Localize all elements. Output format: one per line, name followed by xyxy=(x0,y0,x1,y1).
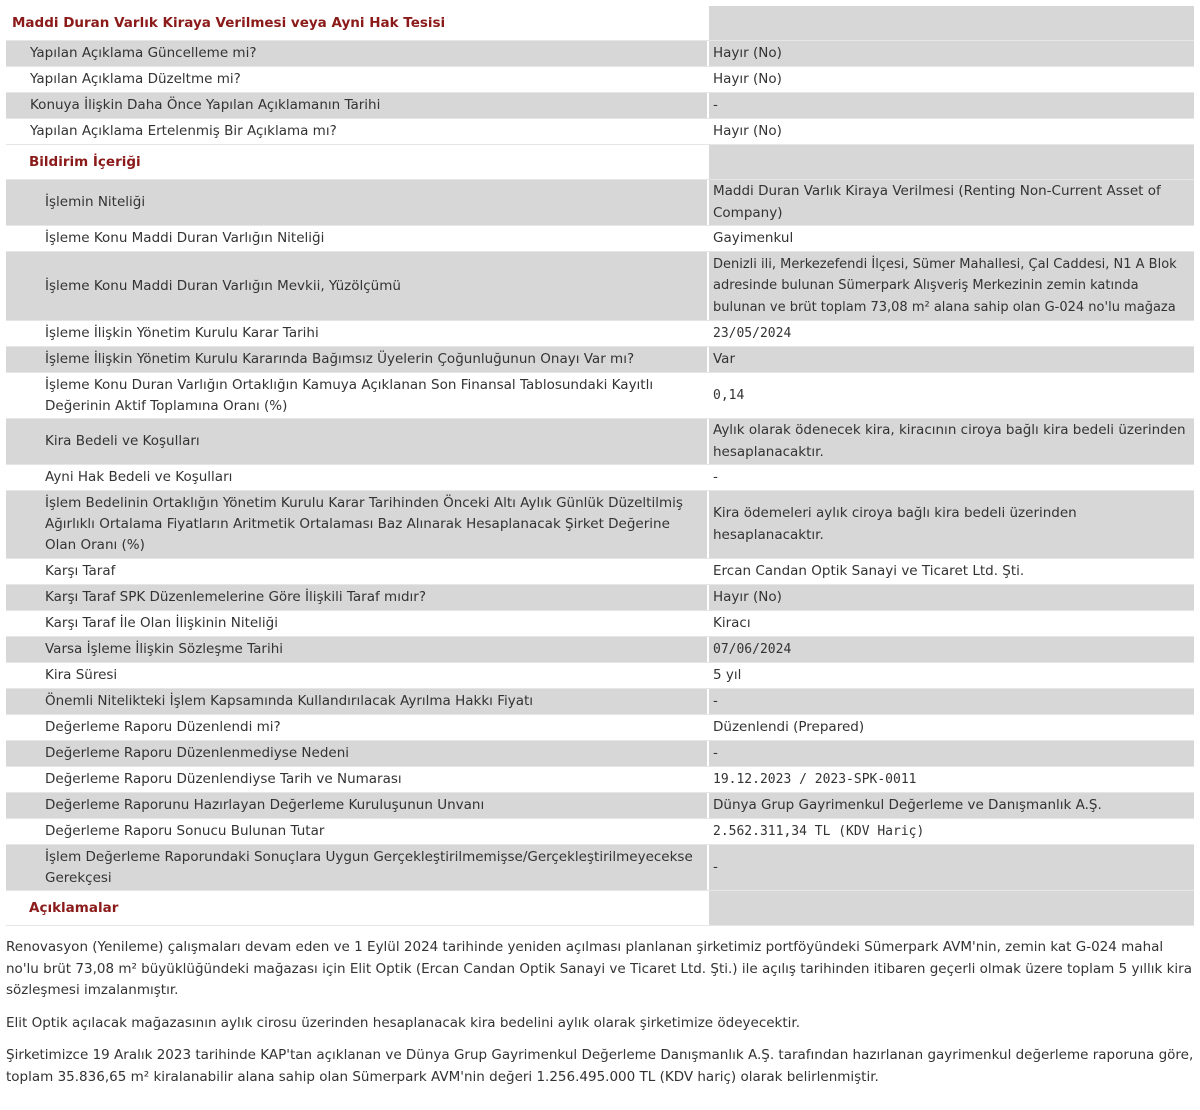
row-label: Ayni Hak Bedeli ve Koşulları xyxy=(6,465,707,490)
row-value: 07/06/2024 xyxy=(709,637,1194,662)
row-label: İşlemin Niteliği xyxy=(6,180,707,225)
row-value: - xyxy=(709,741,1194,766)
row-value: Kiracı xyxy=(709,611,1194,636)
row-value: Hayır (No) xyxy=(709,119,1194,144)
table-row xyxy=(6,845,1194,891)
row-value: Maddi Duran Varlık Kiraya Verilmesi (Renting Non-Current Asset of Company) xyxy=(709,180,1194,225)
row-value: Dünya Grup Gayrimenkul Değerleme ve Danışmanlık A.Ş. xyxy=(709,793,1194,818)
row-label: Değerleme Raporu Sonucu Bulunan Tutar xyxy=(6,819,707,844)
row-label: Karşı Taraf İle Olan İlişkinin Niteliği xyxy=(6,611,707,636)
row-label: Varsa İşleme İlişkin Sözleşme Tarihi xyxy=(6,637,707,662)
table-row xyxy=(6,180,1194,226)
row-label: Karşı Taraf SPK Düzenlemelerine Göre İlişkili Taraf mıdır? xyxy=(6,585,707,610)
row-value: - xyxy=(709,465,1194,490)
table-row xyxy=(6,741,1194,767)
notes-title: Açıklamalar xyxy=(6,891,707,925)
table-row xyxy=(6,373,1194,419)
notes-header-filler xyxy=(709,891,1194,925)
content-title: Bildirim İçeriği xyxy=(6,145,707,179)
row-label: Yapılan Açıklama Ertelenmiş Bir Açıklama mı? xyxy=(6,119,707,144)
row-value: - xyxy=(709,93,1194,118)
row-label: İşleme Konu Duran Varlığın Ortaklığın Kamuya Açıklanan Son Finansal Tablosundaki Kayıtlı Değerinin Aktif Toplamına Oranı (%) xyxy=(6,373,707,418)
table-row xyxy=(6,321,1194,347)
table-row xyxy=(6,689,1194,715)
row-label: Değerleme Raporu Düzenlendi mi? xyxy=(6,715,707,740)
row-value: Ercan Candan Optik Sanayi ve Ticaret Ltd. Şti. xyxy=(709,559,1194,584)
row-label: İşlem Değerleme Raporundaki Sonuçlara Uygun Gerçekleştirilmemişse/Gerçekleştirilmeyecekse Gerekçesi xyxy=(6,845,707,890)
note-paragraph: Şirketimizce 19 Aralık 2023 tarihinde KAP'tan açıklanan ve Dünya Grup Gayrimenkul Değerleme Danışmanlık A.Ş. tarafından hazırlanan gayrimenkul değerleme raporuna göre, toplam 35.836,65 m² kiralanabilir alana sahip olan Sümerpark AVM'nin değeri 1.256.495.000 TL (KDV hariç) olarak belirlenmiştir. xyxy=(6,1047,1194,1085)
notes-header xyxy=(6,891,1194,926)
table-row xyxy=(6,41,1194,67)
row-value: Var xyxy=(709,347,1194,372)
row-value: - xyxy=(709,689,1194,714)
row-label: İşleme Konu Maddi Duran Varlığın Mevkii, Yüzölçümü xyxy=(6,252,707,320)
row-value: Düzenlendi (Prepared) xyxy=(709,715,1194,740)
row-label: İşleme İlişkin Yönetim Kurulu Kararında Bağımsız Üyelerin Çoğunluğunun Onayı Var mı? xyxy=(6,347,707,372)
row-value: 2.562.311,34 TL (KDV Hariç) xyxy=(709,819,1194,844)
row-label: Yapılan Açıklama Güncelleme mi? xyxy=(6,41,707,66)
row-value: Kira ödemeleri aylık ciroya bağlı kira bedeli üzerinden hesaplanacaktır. xyxy=(709,491,1194,558)
row-value: Gayimenkul xyxy=(709,226,1194,251)
note-paragraph: Renovasyon (Yenileme) çalışmaları devam eden ve 1 Eylül 2024 tarihinde yeniden açılması planlanan şirketimiz portföyündeki Sümerpark AVM'nin, zemin kat G-024 mahal no'lu brüt 73,08 m² büyüklüğündeki mağazası için Elit Optik (Ercan Candan Optik Sanayi ve Ticaret Ltd. Şti.) ile açılış tarihinden itibaren geçerli olmak üzere toplam 5 yıllık kira sözleşmesi imzalanmıştır. xyxy=(6,939,1192,998)
table-row xyxy=(6,819,1194,845)
content-header xyxy=(6,145,1194,180)
content-header-filler xyxy=(709,145,1194,179)
row-label: Değerleme Raporu Düzenlendiyse Tarih ve Numarası xyxy=(6,767,707,792)
row-label: Değerleme Raporu Düzenlenmediyse Nedeni xyxy=(6,741,707,766)
table-row xyxy=(6,715,1194,741)
table-row xyxy=(6,663,1194,689)
row-label: Önemli Nitelikteki İşlem Kapsamında Kullandırılacak Ayrılma Hakkı Fiyatı xyxy=(6,689,707,714)
row-value: Hayır (No) xyxy=(709,41,1194,66)
row-label: Değerleme Raporunu Hazırlayan Değerleme Kuruluşunun Unvanı xyxy=(6,793,707,818)
row-value: 5 yıl xyxy=(709,663,1194,688)
row-label: Konuya İlişkin Daha Önce Yapılan Açıklamanın Tarihi xyxy=(6,93,707,118)
table-row xyxy=(6,491,1194,559)
table-row xyxy=(6,793,1194,819)
row-label: İşleme Konu Maddi Duran Varlığın Niteliği xyxy=(6,226,707,251)
row-value: Aylık olarak ödenecek kira, kiracının ciroya bağlı kira bedeli üzerinden hesaplanacaktır. xyxy=(709,419,1194,464)
section-header xyxy=(6,6,1194,41)
row-value: 23/05/2024 xyxy=(709,321,1194,346)
row-value: Hayır (No) xyxy=(709,67,1194,92)
table-row xyxy=(6,252,1194,321)
disclosure-table xyxy=(6,6,1194,926)
table-row xyxy=(6,93,1194,119)
row-label: Kira Süresi xyxy=(6,663,707,688)
table-row xyxy=(6,611,1194,637)
row-value: 19.12.2023 / 2023-SPK-0011 xyxy=(709,767,1194,792)
row-value: - xyxy=(709,845,1194,890)
table-row xyxy=(6,67,1194,93)
row-value: Hayır (No) xyxy=(709,585,1194,610)
section-title: Maddi Duran Varlık Kiraya Verilmesi veya Ayni Hak Tesisi xyxy=(6,6,707,40)
row-value: Denizli ili, Merkezefendi İlçesi, Sümer Mahallesi, Çal Caddesi, N1 A Blok adresinde bulunan Sümerpark Alışveriş Merkezinin zemin katında bulunan ve brüt toplam 73,08 m² alana sahip olan G-024 no'lu mağaza xyxy=(709,252,1194,320)
table-row xyxy=(6,767,1194,793)
table-row xyxy=(6,559,1194,585)
row-value: 0,14 xyxy=(709,373,1194,418)
table-row xyxy=(6,585,1194,611)
row-label: Yapılan Açıklama Düzeltme mi? xyxy=(6,67,707,92)
table-row xyxy=(6,347,1194,373)
table-row xyxy=(6,119,1194,145)
section-header-filler xyxy=(709,6,1194,40)
table-row xyxy=(6,226,1194,252)
row-label: İşleme İlişkin Yönetim Kurulu Karar Tarihi xyxy=(6,321,707,346)
note-paragraph: Elit Optik açılacak mağazasının aylık cirosu üzerinden hesaplanacak kira bedelini aylık olarak şirketimize ödeyecektir. xyxy=(6,1014,801,1031)
table-row xyxy=(6,637,1194,663)
row-label: Kira Bedeli ve Koşulları xyxy=(6,419,707,464)
row-label: İşlem Bedelinin Ortaklığın Yönetim Kurulu Karar Tarihinden Önceki Altı Aylık Günlük Düzeltilmiş Ağırlıklı Ortalama Fiyatların Aritmetik Ortalaması Baz Alınarak Hesaplanacak Şirket Değerine Olan Oranı (%) xyxy=(6,491,707,558)
notes-body xyxy=(6,937,1194,1099)
table-row xyxy=(6,419,1194,465)
row-label: Karşı Taraf xyxy=(6,559,707,584)
table-row xyxy=(6,465,1194,491)
